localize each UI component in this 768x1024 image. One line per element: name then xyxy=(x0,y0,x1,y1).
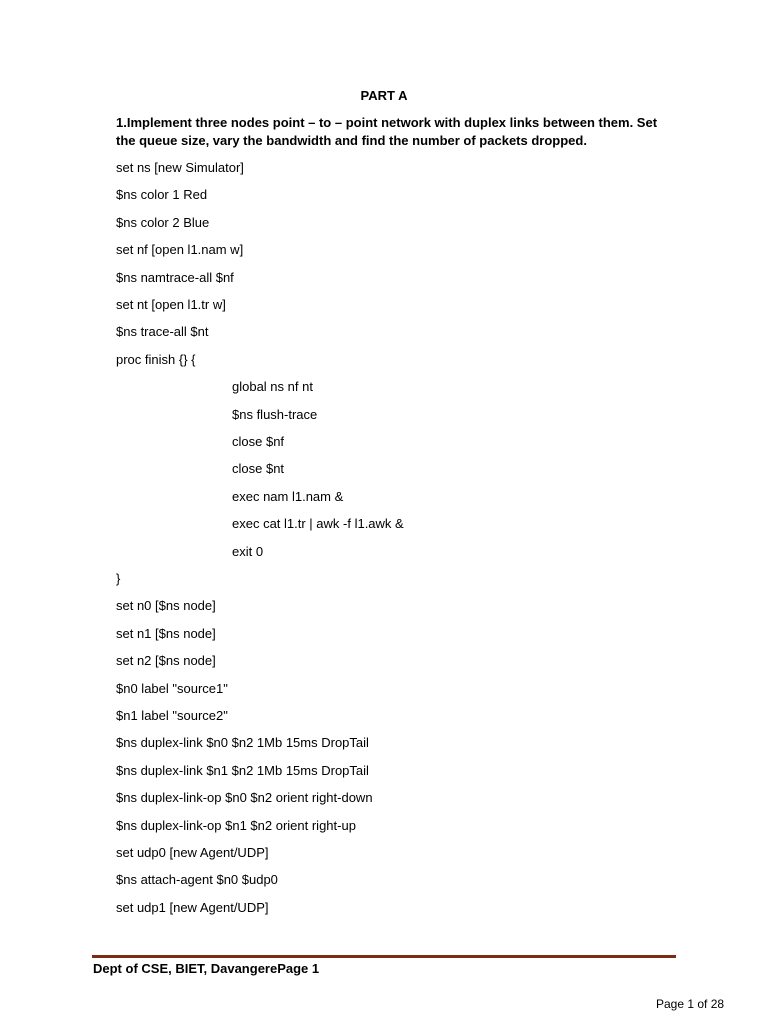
code-line: } xyxy=(116,571,121,586)
code-line: exec nam l1.nam & xyxy=(232,489,344,504)
code-line: $ns color 2 Blue xyxy=(116,215,210,230)
code-line: set n2 [$ns node] xyxy=(116,653,216,668)
question-text: 1.Implement three nodes point – to – point network with duplex links between them. Set the queue size, vary the bandwidth and find the number of packets dropped. xyxy=(116,115,658,148)
code-line: $ns duplex-link-op $n1 $n2 orient right-up xyxy=(116,818,356,833)
code-line: $ns attach-agent $n0 $udp0 xyxy=(116,872,278,887)
footer-divider xyxy=(92,955,676,958)
code-line: set ns [new Simulator] xyxy=(116,160,244,175)
code-line: global ns nf nt xyxy=(232,379,313,394)
code-line: $ns color 1 Red xyxy=(116,187,208,202)
section-heading: PART A xyxy=(360,88,408,103)
code-line: $n1 label "source2" xyxy=(116,708,228,723)
code-line: close $nf xyxy=(232,434,285,449)
code-line: $ns namtrace-all $nf xyxy=(116,270,234,285)
code-line: proc finish {} { xyxy=(116,352,196,367)
page-footer: Dept of CSE, BIET, DavangerePage 1 xyxy=(93,961,320,976)
code-line: set nt [open l1.tr w] xyxy=(116,297,226,312)
code-line: close $nt xyxy=(232,461,285,476)
code-line: set udp1 [new Agent/UDP] xyxy=(116,900,269,915)
code-line: $ns duplex-link $n1 $n2 1Mb 15ms DropTail xyxy=(116,763,369,778)
code-line: set n1 [$ns node] xyxy=(116,626,216,641)
code-line: set n0 [$ns node] xyxy=(116,598,216,613)
code-line: set udp0 [new Agent/UDP] xyxy=(116,845,269,860)
code-line: $ns duplex-link $n0 $n2 1Mb 15ms DropTail xyxy=(116,735,369,750)
code-line: $ns duplex-link-op $n0 $n2 orient right-down xyxy=(116,790,373,805)
page-counter: Page 1 of 28 xyxy=(656,997,725,1011)
code-line: $ns trace-all $nt xyxy=(116,324,209,339)
code-line: $n0 label "source1" xyxy=(116,681,228,696)
code-line: $ns flush-trace xyxy=(232,407,318,422)
code-line: exec cat l1.tr | awk -f l1.awk & xyxy=(232,516,404,531)
code-line: exit 0 xyxy=(232,544,264,559)
code-line: set nf [open l1.nam w] xyxy=(116,242,244,257)
